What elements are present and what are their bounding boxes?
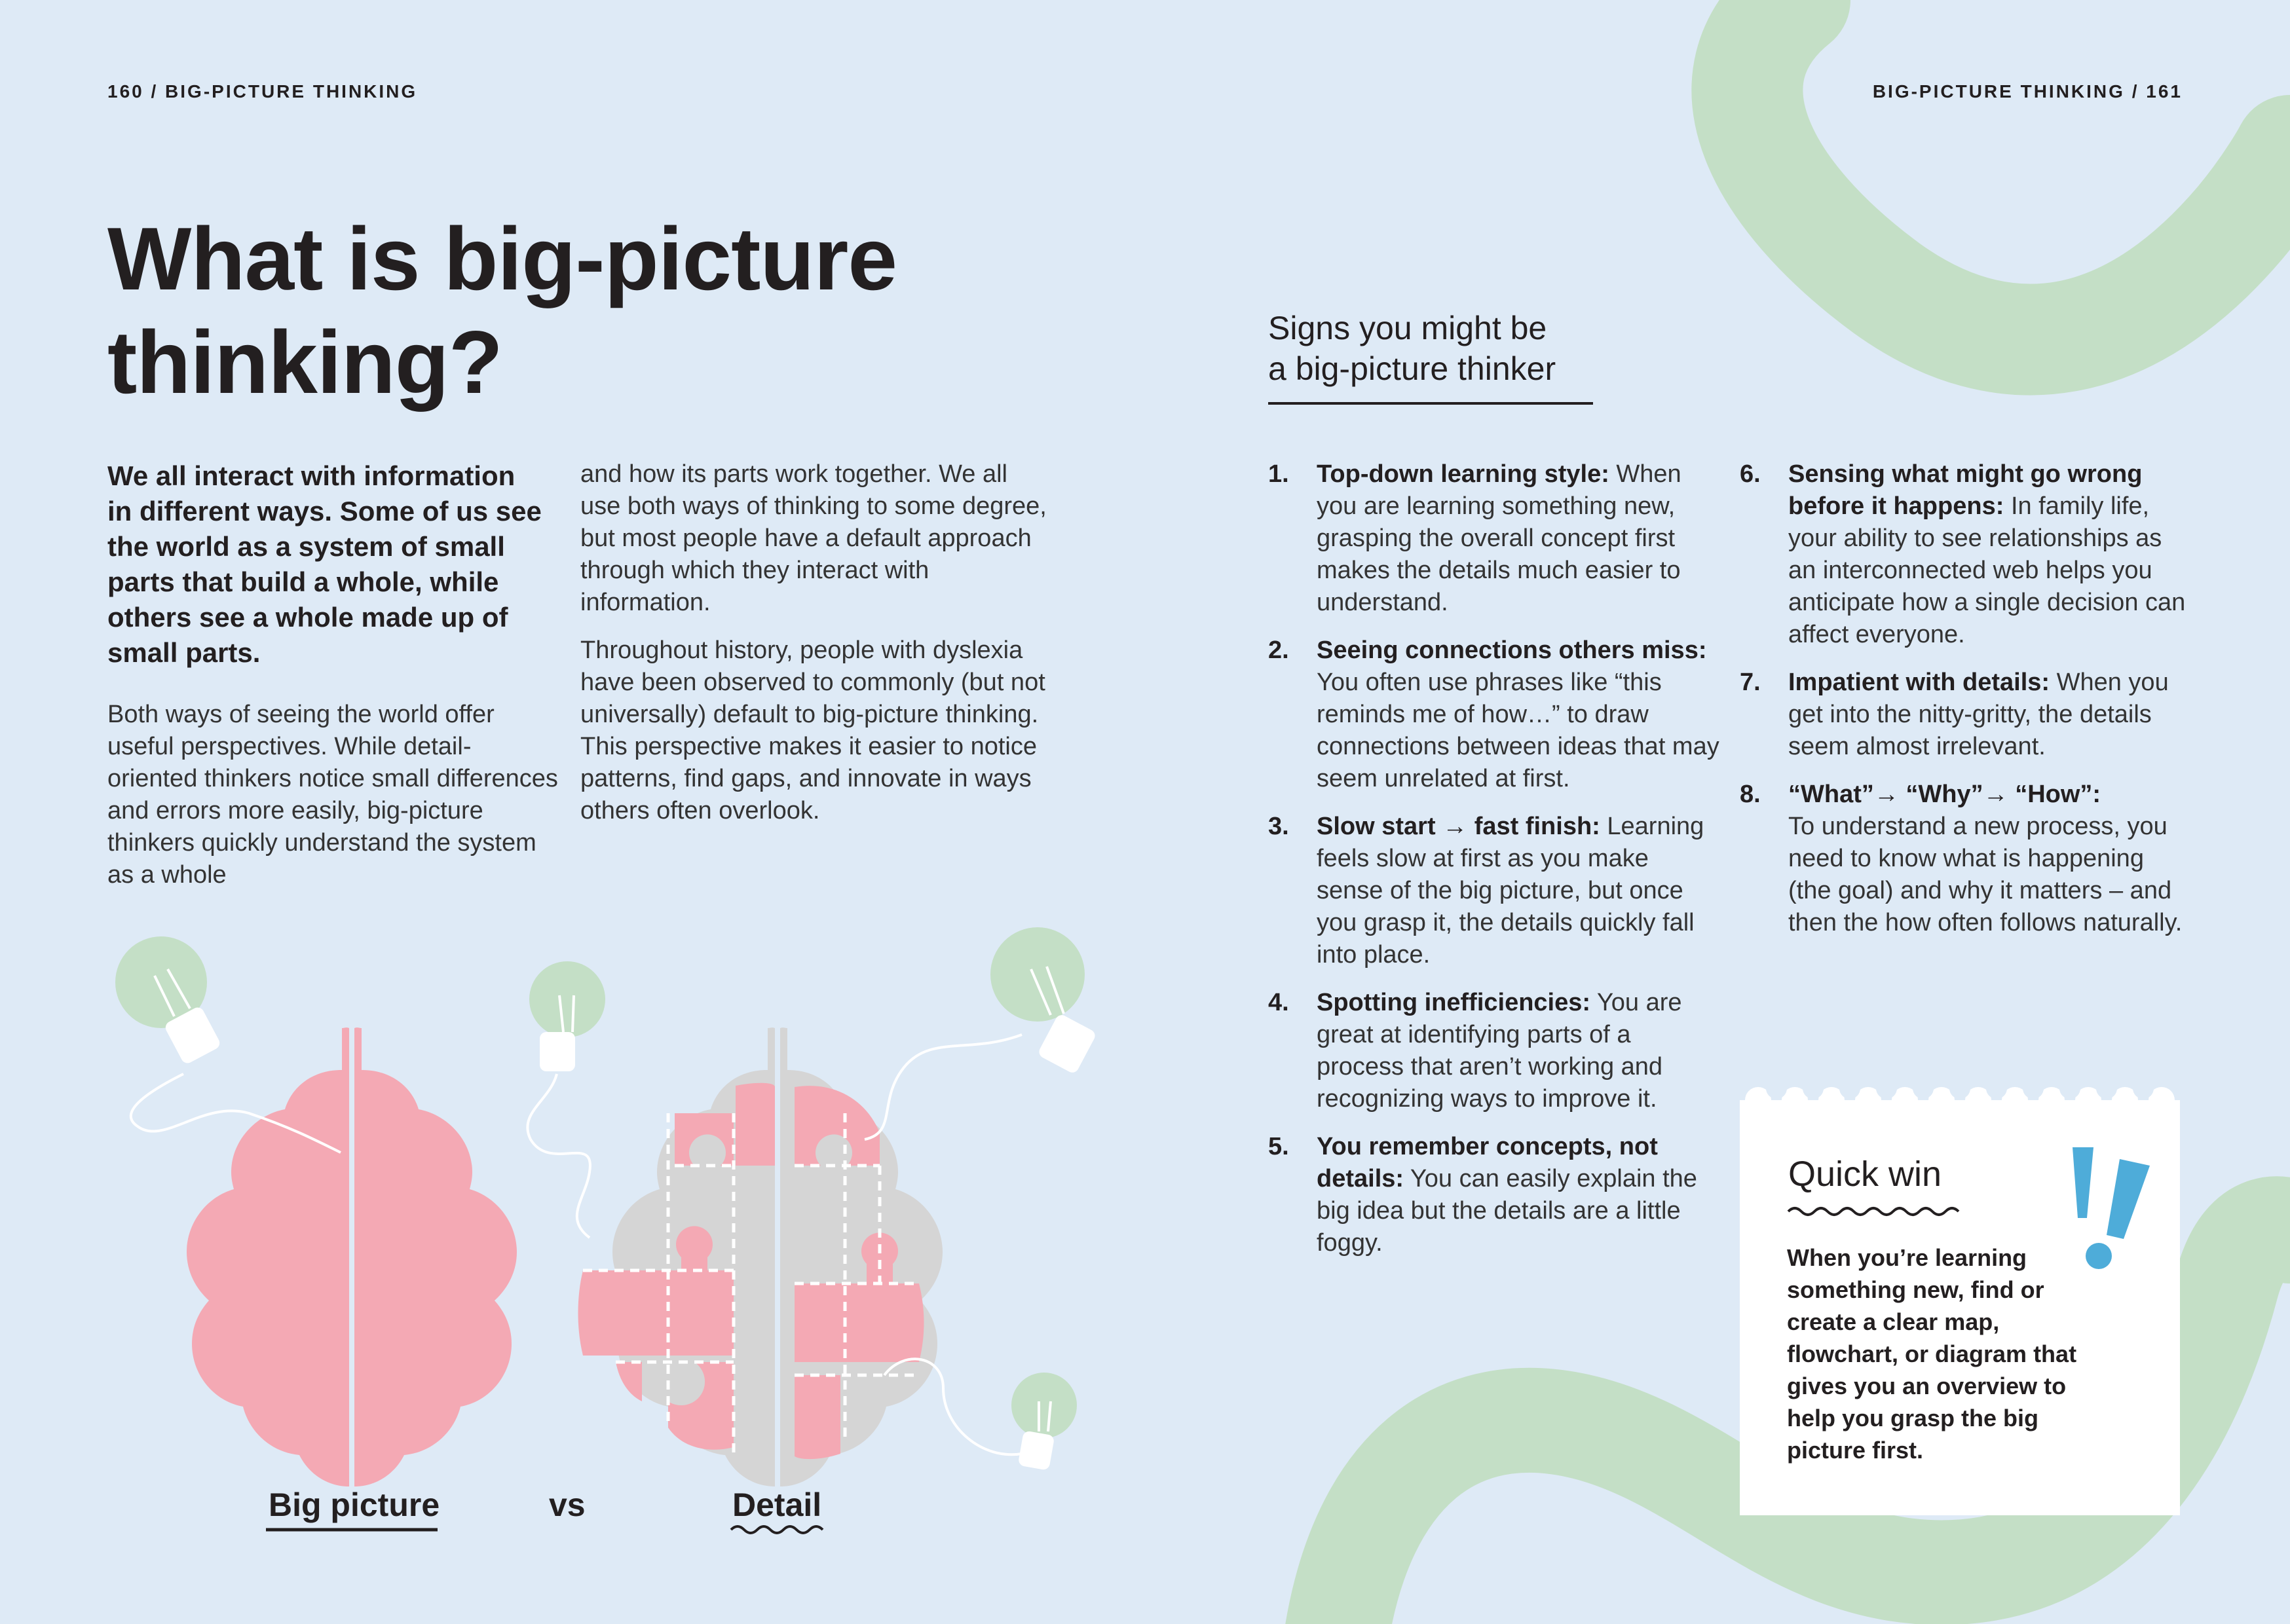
list-item-number: 2.: [1268, 637, 1289, 664]
list-item-number: 7.: [1740, 669, 1761, 696]
list-item-title: “What”→ “Why”→ “How”:: [1788, 781, 2101, 808]
list-item-number: 5.: [1268, 1133, 1289, 1160]
list-item-text: You are great at identifying parts of a process that aren’t working and recognizing ways to improve it.: [1317, 989, 1682, 1113]
list-item-title: Slow start → fast finish:: [1317, 813, 1600, 840]
list-item-number: 3.: [1268, 813, 1289, 840]
list-item-text: To understand a new process, you need to know what is happening (the goal) and why it matters – and then the how often follows naturally.: [1788, 813, 2183, 936]
caption-big-picture: Big picture: [269, 1486, 440, 1523]
list-item: [1740, 458, 2192, 651]
list-item-text: When you get into the nitty-gritty, the details seem almost irrelevant.: [1788, 669, 2169, 760]
intro-paragraph-3: Throughout history, people with dyslexia have been observed to commonly (but not universally) default to big-picture thinking. This perspective makes it easier to notice patterns, find gaps, and innovate in ways others often overlook.: [580, 637, 1045, 824]
caption-detail: Detail: [732, 1486, 822, 1523]
quick-win-text: When you’re learning something new, find or create a clear map, flowchart, or diagram that gives you an overview to help you grasp the big picture first.: [1787, 1244, 2077, 1464]
intro-paragraph-1: Both ways of seeing the world offer useful perspectives. While detail-oriented thinkers notice small differences and errors more easily, big-picture thinkers quickly understand the system as a whole: [107, 701, 558, 889]
intro-paragraph-2: and how its parts work together. We all use both ways of thinking to some degree, but most people have a default approach through which they interact with information.: [580, 460, 1047, 616]
list-item-text: You can easily explain the big idea but the details are a little foggy.: [1317, 1165, 1697, 1257]
list-item-text: Learning feels slow at first as you make sense of the big picture, but once you grasp it, the details quickly fall into place.: [1317, 813, 1704, 969]
detail-wavy-underline: [731, 1526, 823, 1533]
signs-heading-rule: [1268, 402, 1593, 405]
list-item: [1740, 779, 2192, 939]
signs-heading: [1268, 308, 1556, 389]
running-head-left: 160 / BIG-PICTURE THINKING: [107, 81, 418, 101]
list-item-title: Spotting inefficiencies:: [1317, 989, 1591, 1016]
signs-list-right: [1740, 458, 2192, 955]
list-item-title: Impatient with details:: [1788, 669, 2050, 696]
intro-lead: We all interact with information in different ways. Some of us see the world as a system of small parts that build a whole, while others see a whole made up of small parts.: [107, 460, 542, 668]
signs-heading-line2: a big-picture thinker: [1268, 350, 1556, 387]
page-title-line2: thinking?: [107, 312, 502, 412]
signs-heading-line1: Signs you might be: [1268, 310, 1547, 346]
quick-win-title: Quick win: [1788, 1154, 1942, 1194]
page-title: [107, 207, 1024, 414]
list-item-title: Seeing connections others miss:: [1317, 637, 1707, 664]
list-item: [1268, 1131, 1720, 1259]
list-item-number: 1.: [1268, 460, 1289, 488]
list-item-title: You remember concepts, not details:: [1317, 1133, 1658, 1192]
list-item-number: 8.: [1740, 781, 1761, 808]
list-item-text: In family life, your ability to see relationships as an interconnected web helps you anticipate how a single decision can affect everyone.: [1788, 492, 2186, 648]
list-item-number: 4.: [1268, 989, 1289, 1016]
caption-vs: vs: [549, 1486, 586, 1523]
list-item: [1268, 987, 1720, 1115]
puzzle-brain-icon: [578, 1027, 943, 1486]
list-item: [1268, 811, 1720, 971]
brain-icon: [187, 1027, 517, 1486]
list-item-number: 6.: [1740, 460, 1761, 488]
list-item-title: Top-down learning style:: [1317, 460, 1609, 488]
list-item: [1740, 667, 2192, 763]
list-item-text: When you are learning something new, grasping the overall concept first makes the details much easier to understand.: [1317, 460, 1681, 616]
page-title-line1: What is big-picture: [107, 209, 897, 308]
list-item: [1268, 458, 1720, 619]
intro-column-2: [580, 458, 1052, 843]
list-item: [1268, 635, 1720, 795]
signs-list-left: [1268, 458, 1720, 1275]
list-item-text: You often use phrases like “this reminds me of how…” to draw connections between ideas that may seem unrelated at first.: [1317, 669, 1719, 792]
running-head-right: BIG-PICTURE THINKING / 161: [1872, 81, 2183, 101]
list-item-title: Sensing what might go wrong before it happens:: [1788, 460, 2143, 520]
green-swoosh-top: [1747, 0, 2290, 340]
